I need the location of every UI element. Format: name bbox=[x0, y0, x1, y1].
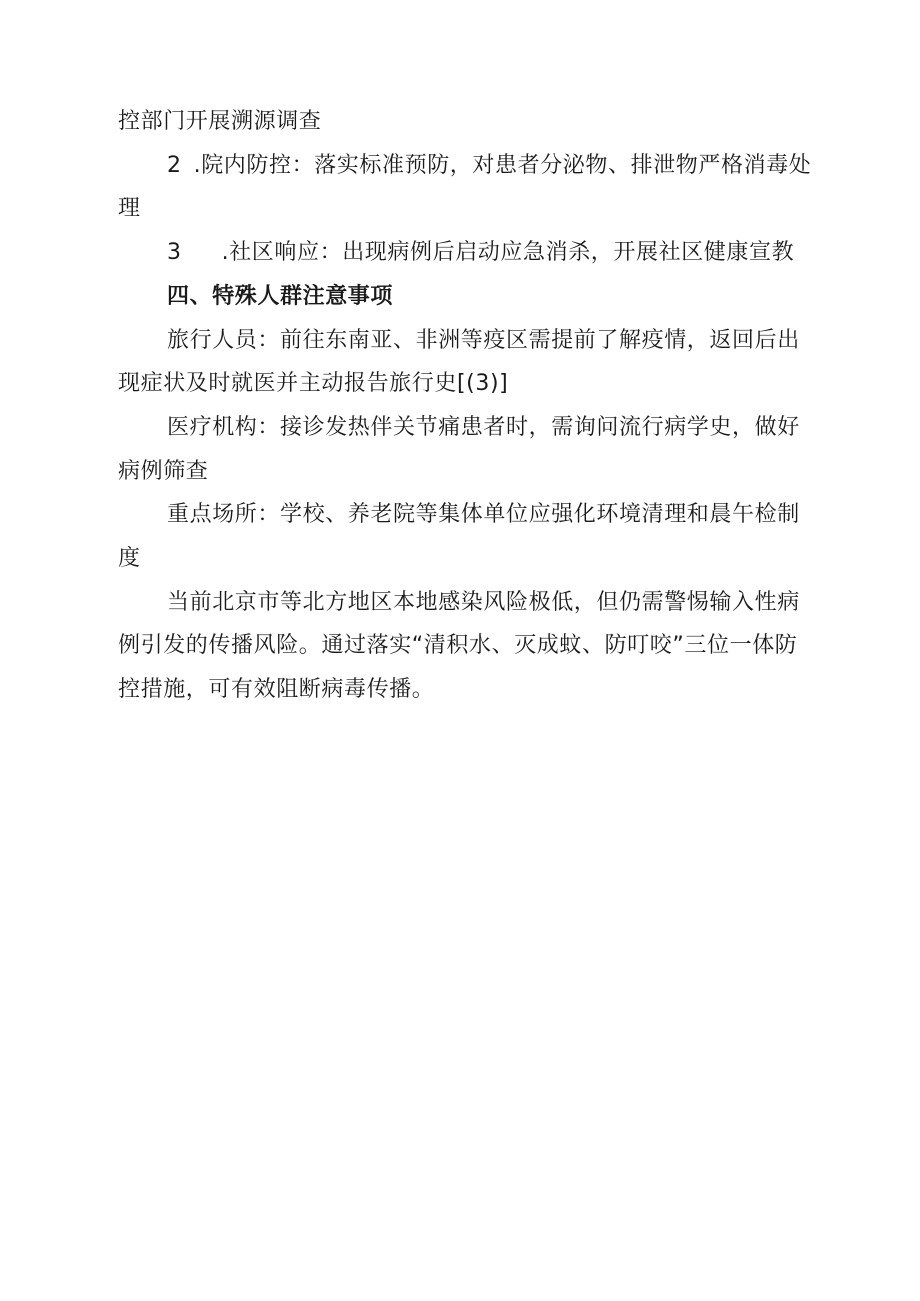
list-item-number: 2 bbox=[167, 152, 182, 178]
list-item-text: .社区响应：出现病例后启动应急消杀，开展社区健康宣教 bbox=[221, 240, 795, 266]
paragraph-travelers-continuation: 现症状及时就医并主动报告旅行史[(3)] bbox=[118, 371, 509, 397]
section-heading: 四、特殊人群注意事项 bbox=[167, 283, 394, 309]
paragraph-summary-continuation: 控措施，可有效阻断病毒传播。 bbox=[118, 677, 435, 703]
paragraph-line: 控部门开展溯源调查 bbox=[118, 109, 322, 134]
paragraph-medical: 医疗机构：接诊发热伴关节痛患者时，需询问流行病学史，做好 bbox=[167, 414, 800, 440]
paragraph-key-places-continuation: 度 bbox=[118, 546, 141, 572]
paragraph-summary: 当前北京市等北方地区本地感染风险极低，但仍需警惕输入性病 bbox=[167, 589, 800, 615]
paragraph-key-places: 重点场所：学校、养老院等集体单位应强化环境清理和晨午检制 bbox=[167, 502, 800, 528]
list-item-3 bbox=[118, 231, 824, 275]
document-body bbox=[118, 100, 824, 712]
paragraph-travelers: 旅行人员：前往东南亚、非洲等疫区需提前了解疫情，返回后出 bbox=[167, 327, 800, 353]
list-item-2 bbox=[118, 144, 824, 188]
paragraph-medical-continuation: 病例筛查 bbox=[118, 458, 209, 484]
list-item-number: 3 bbox=[167, 240, 182, 266]
list-item-2-continuation: 理 bbox=[118, 196, 141, 222]
paragraph-summary-continuation: 例引发的传播风险。通过落实“清积水、灭成蚊、防叮咬”三位一体防 bbox=[118, 633, 798, 659]
list-item-text: .院内防控：落实标准预防，对患者分泌物、排泄物严格消毒处 bbox=[193, 152, 812, 178]
